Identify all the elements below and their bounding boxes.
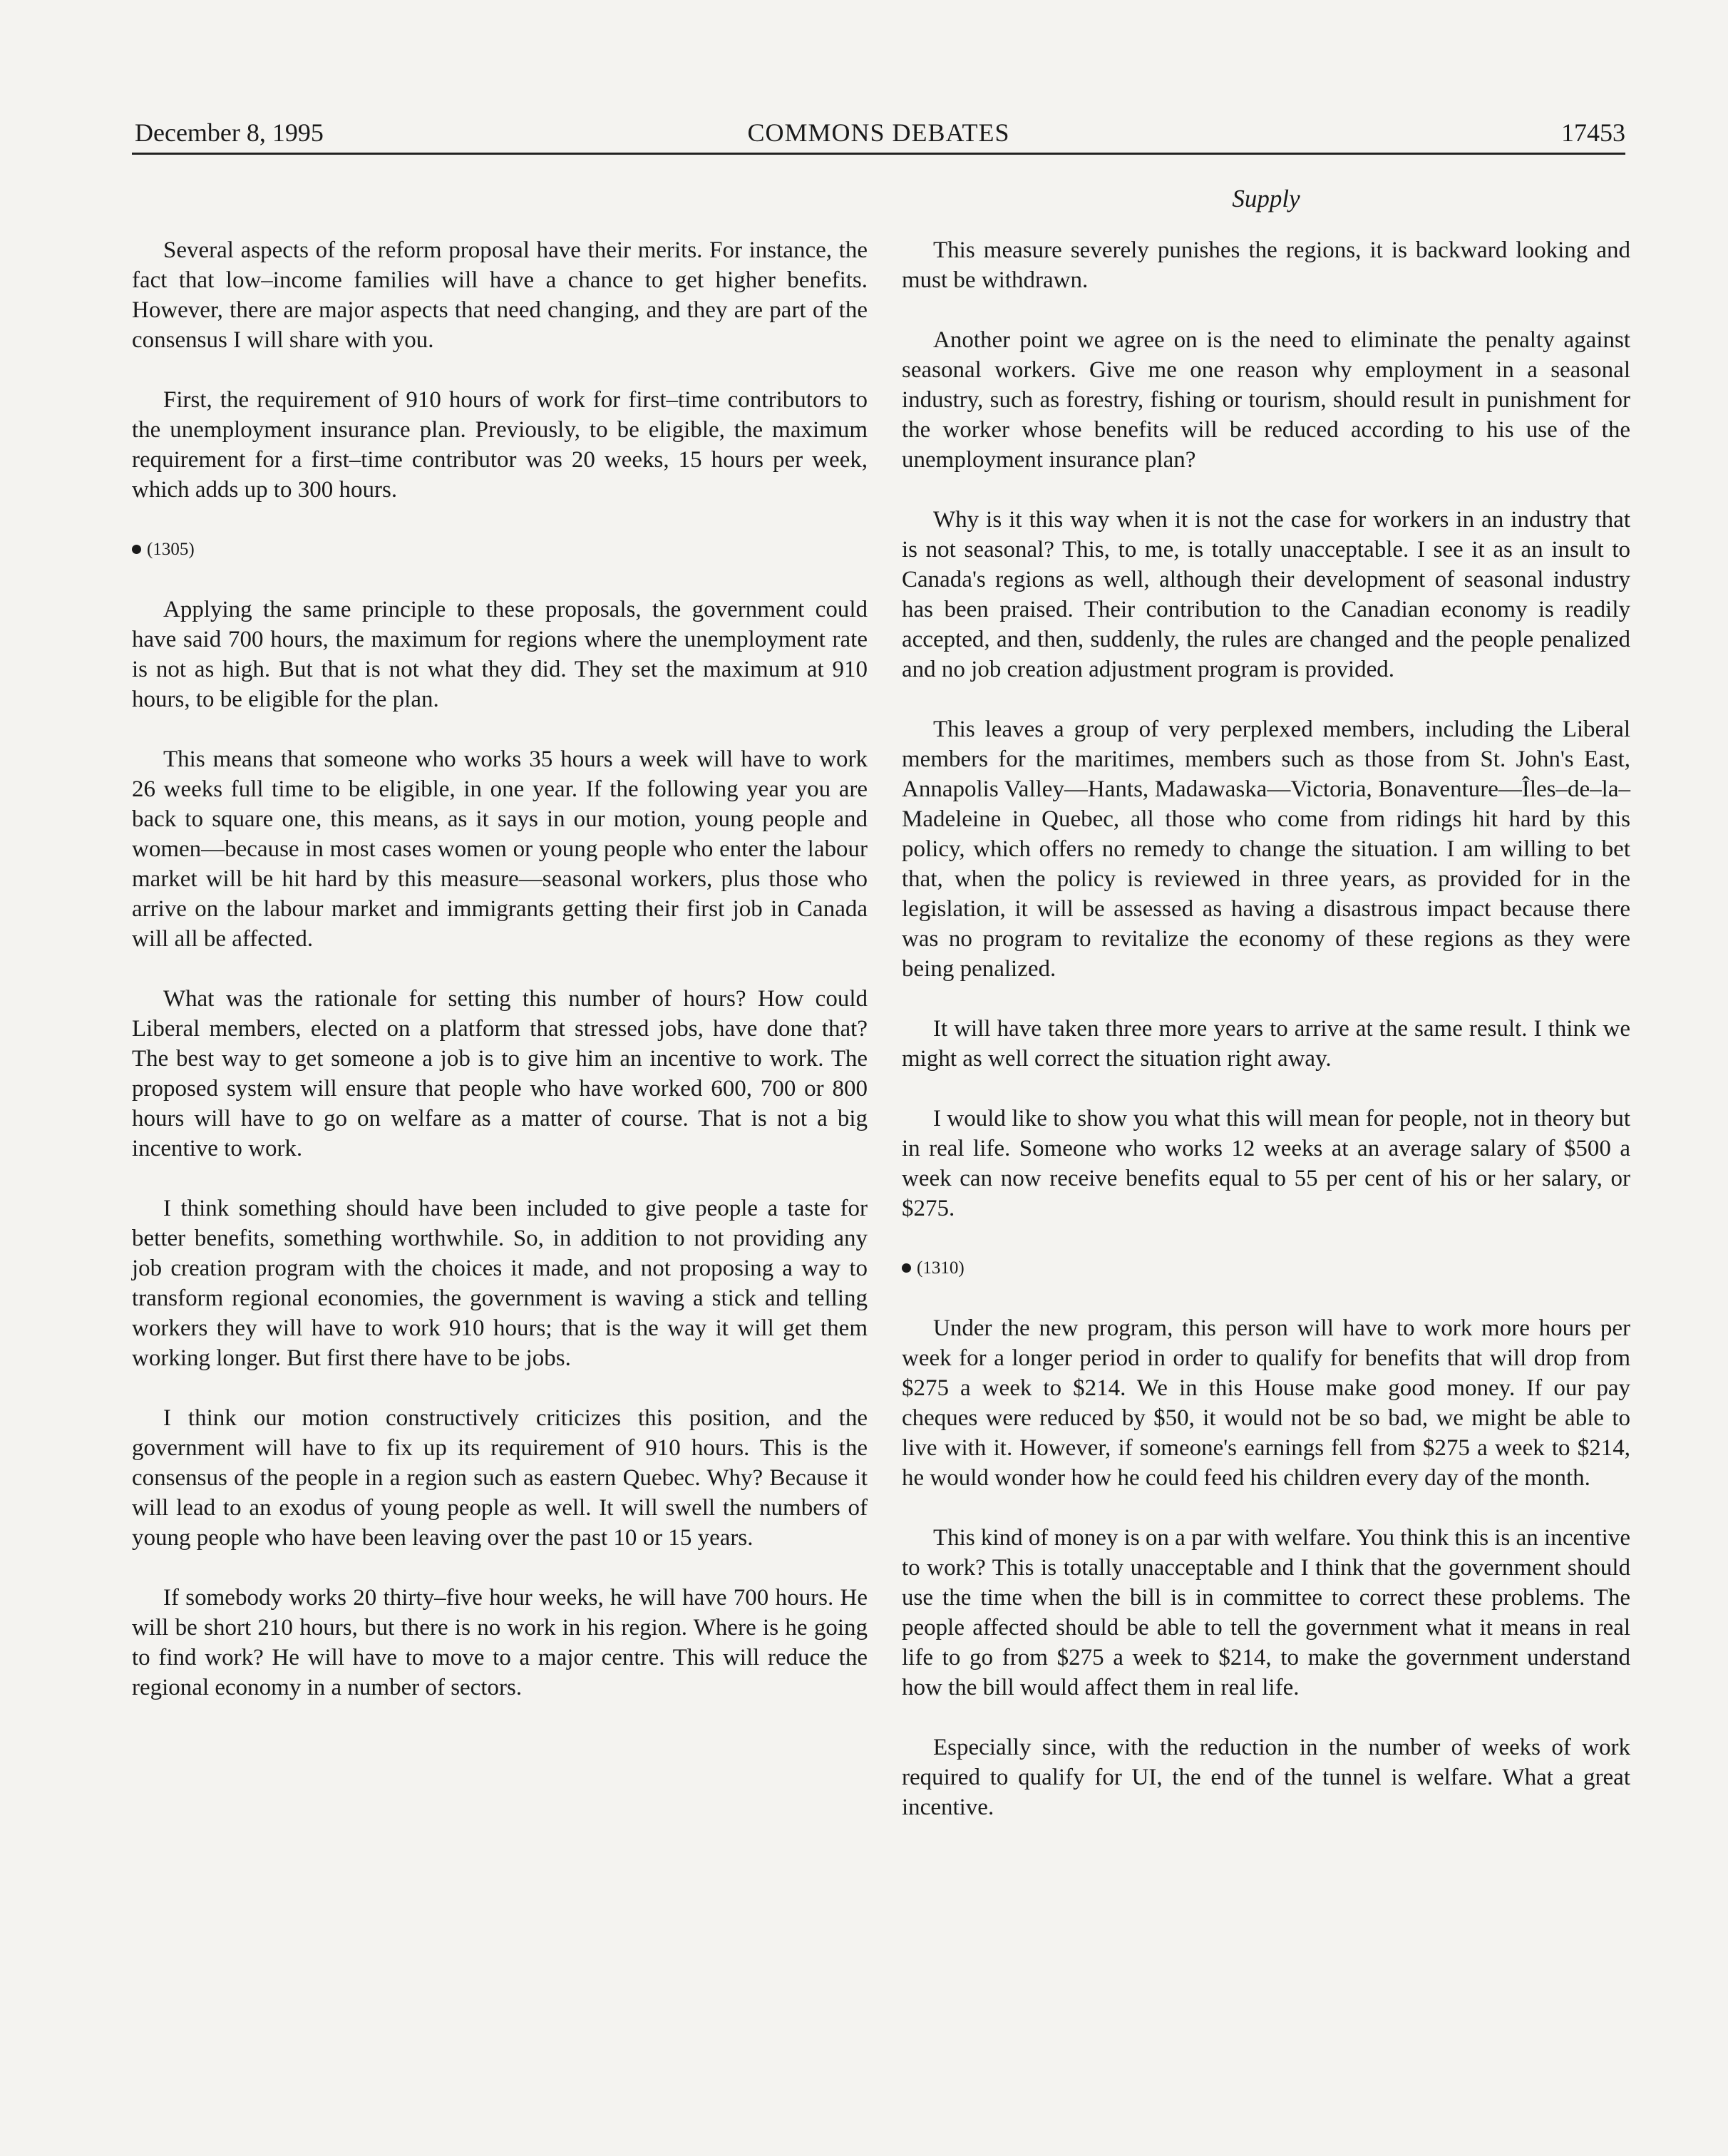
page-header — [132, 113, 1625, 153]
paragraph: Applying the same principle to these proposals, the government could have said 700 hours, the maximum for regions where the unemployment rate is not as high. But that is not what they did. They set the maximum at 910 hours, to be eligible for the plan. — [132, 597, 868, 712]
paragraph: Under the new program, this person will have to work more hours per week for a longer period in order to qualify for benefits that will drop from $275 a week to $214. We in this House make good money. If our pay cheques were reduced by $50, it would not be so bad, we might be able to live with it. However, if someone's earnings fell from $275 a week to $214, he would wonder how he could feed his children every day of the month. — [902, 1315, 1630, 1491]
header-page-number: 17453 — [1561, 118, 1625, 147]
left-column — [132, 235, 868, 1732]
time-marker — [902, 1253, 1630, 1283]
paragraph: This means that someone who works 35 hours a week will have to work 26 weeks full time to be eligible, in one year. If the following year you are back to square one, this means, as it says in our motion, young people and women—because in most cases women or young people who enter the labour market will be hit hard by this measure—seasonal workers, plus those who arrive on the labour market and immigrants getting their first job in Canada will all be affected. — [132, 746, 868, 952]
paragraph: I would like to show you what this will mean for people, not in theory but in real life. Someone who works 12 weeks at an average salary of $500 a week can now receive benefits equal to 55 per cent of his or her salary, or $275. — [902, 1106, 1630, 1221]
paragraph: Especially since, with the reduction in the number of weeks of work required to qualify for UI, the end of the tunnel is welfare. What a great incentive. — [902, 1735, 1630, 1820]
paragraph: If somebody works 20 thirty–five hour weeks, he will have 700 hours. He will be short 210 hours, but there is no work in his region. Where is he going to find work? He will have to move to a major centre. This will reduce the regional economy in a number of sectors. — [132, 1585, 868, 1700]
paragraph: Another point we agree on is the need to eliminate the penalty against seasonal workers. Give me one reason why employment in a seasonal industry, such as forestry, fishing or tourism, should result in punishment for the worker whose benefits will be reduced according to his use of the unemployment insurance plan? — [902, 327, 1630, 473]
running-head: Supply — [1232, 185, 1300, 212]
bullet-icon — [902, 1263, 911, 1273]
time-marker-label: (1310) — [917, 1258, 965, 1278]
paragraph: I think something should have been included to give people a taste for better benefits, something worthwhile. So, in addition to not providing any job creation program with the choices it made, and not proposing a way to transform regional economies, the government is waving a stick and telling workers they will have to work 910 hours; that is the way it will get them working longer. But first there have to be jobs. — [132, 1196, 868, 1371]
paragraph: Several aspects of the reform proposal have their merits. For instance, the fact that low–income families will have a chance to get higher benefits. However, there are major aspects that need changing, and they are part of the consensus I will share with you. — [132, 237, 868, 353]
paragraph: This measure severely punishes the regions, it is backward looking and must be withdrawn. — [902, 237, 1630, 293]
paragraph: This leaves a group of very perplexed members, including the Liberal members for the maritimes, members such as those from St. John's East, Annapolis Valley—Hants, Madawaska—Victoria, Bonaventure—Îles–de–la–Madeleine in Quebec, all those who come from ridings hit hard by this policy, which offers no remedy to change the situation. I am willing to bet that, when the policy is reviewed in three years, as provided for in the legislation, it will be assessed as having a disastrous impact because there was no program to revitalize the economy of these regions as they were being penalized. — [902, 717, 1630, 982]
paragraph: It will have taken three more years to arrive at the same result. I think we might as well correct the situation right away. — [902, 1016, 1630, 1072]
bullet-icon — [132, 545, 141, 554]
paragraph: This kind of money is on a par with welfare. You think this is an incentive to work? This is totally unacceptable and I think that the government should use the time when the bill is in committee to correct these problems. The people affected should be able to tell the government what it means in real life to go from $275 a week to $214, to make the government understand how the bill would affect them in real life. — [902, 1525, 1630, 1700]
header-date: December 8, 1995 — [135, 118, 324, 147]
header-title: COMMONS DEBATES — [747, 118, 1010, 147]
paragraph: First, the requirement of 910 hours of work for first–time contributors to the unemployment insurance plan. Previously, to be eligible, the maximum requirement for a first–time contributor was 20 weeks, 15 hours per week, which adds up to 300 hours. — [132, 387, 868, 503]
paragraph: I think our motion constructively criticizes this position, and the government will have to fix up its requirement of 910 hours. This is the consensus of the people in a region such as eastern Quebec. Why? Because it will lead to an exodus of young people as well. It will swell the numbers of young people who have been leaving over the past 10 or 15 years. — [132, 1405, 868, 1551]
right-column — [902, 235, 1630, 1852]
time-marker-label: (1305) — [147, 540, 195, 559]
header-rule — [132, 153, 1625, 155]
paragraph: What was the rationale for setting this number of hours? How could Liberal members, elected on a platform that stressed jobs, have done that? The best way to get someone a job is to give him an incentive to work. The proposed system will ensure that people who have worked 600, 700 or 800 hours will have to go on welfare as a matter of course. That is not a big incentive to work. — [132, 986, 868, 1161]
paragraph: Why is it this way when it is not the case for workers in an industry that is not seasonal? This, to me, is totally unacceptable. I see it as an insult to Canada's regions as well, although their development of seasonal industry has been praised. Their contribution to the Canadian economy is readily accepted, and then, suddenly, the rules are changed and the people penalized and no job creation adjustment program is provided. — [902, 507, 1630, 682]
time-marker — [132, 535, 868, 565]
